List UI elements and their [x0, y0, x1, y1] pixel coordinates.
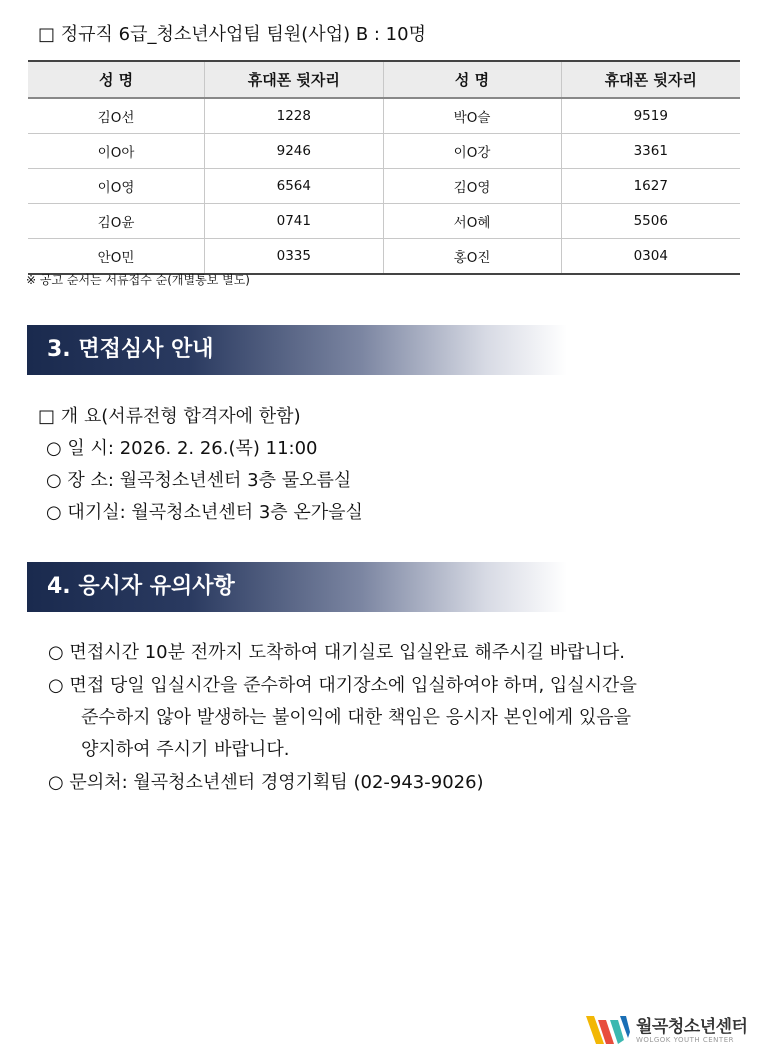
notice-item-contact: ○ 문의처: 월곡청소년센터 경영기획팀 (02-943-9026)	[48, 772, 484, 793]
section4-heading: 4. 응시자 유의사항	[27, 562, 567, 612]
cell-name: 박O슬	[383, 98, 561, 134]
section3-heading: 3. 면접심사 안내	[27, 325, 567, 375]
cell-phone: 1228	[205, 98, 383, 134]
logo-mark-icon	[584, 1010, 632, 1048]
cell-name: 홍O진	[383, 239, 561, 275]
cell-name: 이O영	[28, 169, 205, 204]
location-item: ○ 장 소: 월곡청소년센터 3층 물오름실	[46, 470, 352, 491]
cell-phone: 1627	[561, 169, 740, 204]
cell-name: 이O아	[28, 134, 205, 169]
overview-line: □ 개 요(서류전형 합격자에 한함)	[38, 406, 301, 427]
table-row	[28, 134, 740, 169]
cell-name: 김O윤	[28, 204, 205, 239]
cell-name: 안O민	[28, 239, 205, 275]
notice-item-arrival: ○ 면접시간 10분 전까지 도착하여 대기실로 입실완료 해주시길 바랍니다.	[48, 642, 625, 663]
header-phone-2: 휴대폰 뒷자리	[561, 61, 740, 98]
header-phone-1: 휴대폰 뒷자리	[205, 61, 383, 98]
order-note: ※ 공고 순서는 서류접수 순(개별통보 별도)	[26, 273, 250, 287]
header-name-1: 성 명	[28, 61, 205, 98]
cell-phone: 5506	[561, 204, 740, 239]
table-header-row	[28, 61, 740, 98]
cell-phone: 0304	[561, 239, 740, 275]
notice-item-time-cont: 양지하여 주시기 바랍니다.	[81, 739, 290, 760]
table-row	[28, 204, 740, 239]
recruitment-group-title: □ 정규직 6급_청소년사업팀 팀원(사업) B : 10명	[38, 24, 426, 45]
center-logo	[584, 1010, 754, 1050]
cell-phone: 0335	[205, 239, 383, 275]
cell-phone: 3361	[561, 134, 740, 169]
cell-name: 이O강	[383, 134, 561, 169]
cell-name: 서O혜	[383, 204, 561, 239]
cell-name: 김O영	[383, 169, 561, 204]
cell-phone: 6564	[205, 169, 383, 204]
table-row	[28, 239, 740, 275]
cell-phone: 9519	[561, 98, 740, 134]
table-row	[28, 169, 740, 204]
table-row	[28, 98, 740, 134]
candidate-table	[28, 60, 740, 275]
logo-name: 월곡청소년센터	[636, 1017, 748, 1037]
cell-phone: 9246	[205, 134, 383, 169]
schedule-item: ○ 일 시: 2026. 2. 26.(목) 11:00	[46, 438, 318, 459]
header-name-2: 성 명	[383, 61, 561, 98]
notice-item-time-cont: 준수하지 않아 발생하는 불이익에 대한 책임은 응시자 본인에게 있음을	[81, 707, 632, 728]
cell-name: 김O선	[28, 98, 205, 134]
cell-phone: 0741	[205, 204, 383, 239]
waiting-room-item: ○ 대기실: 월곡청소년센터 3층 온가을실	[46, 502, 363, 523]
logo-subtitle: WOLGOK YOUTH CENTER	[636, 1036, 734, 1044]
notice-item-time: ○ 면접 당일 입실시간을 준수하여 대기장소에 입실하여야 하며, 입실시간을	[48, 675, 637, 696]
